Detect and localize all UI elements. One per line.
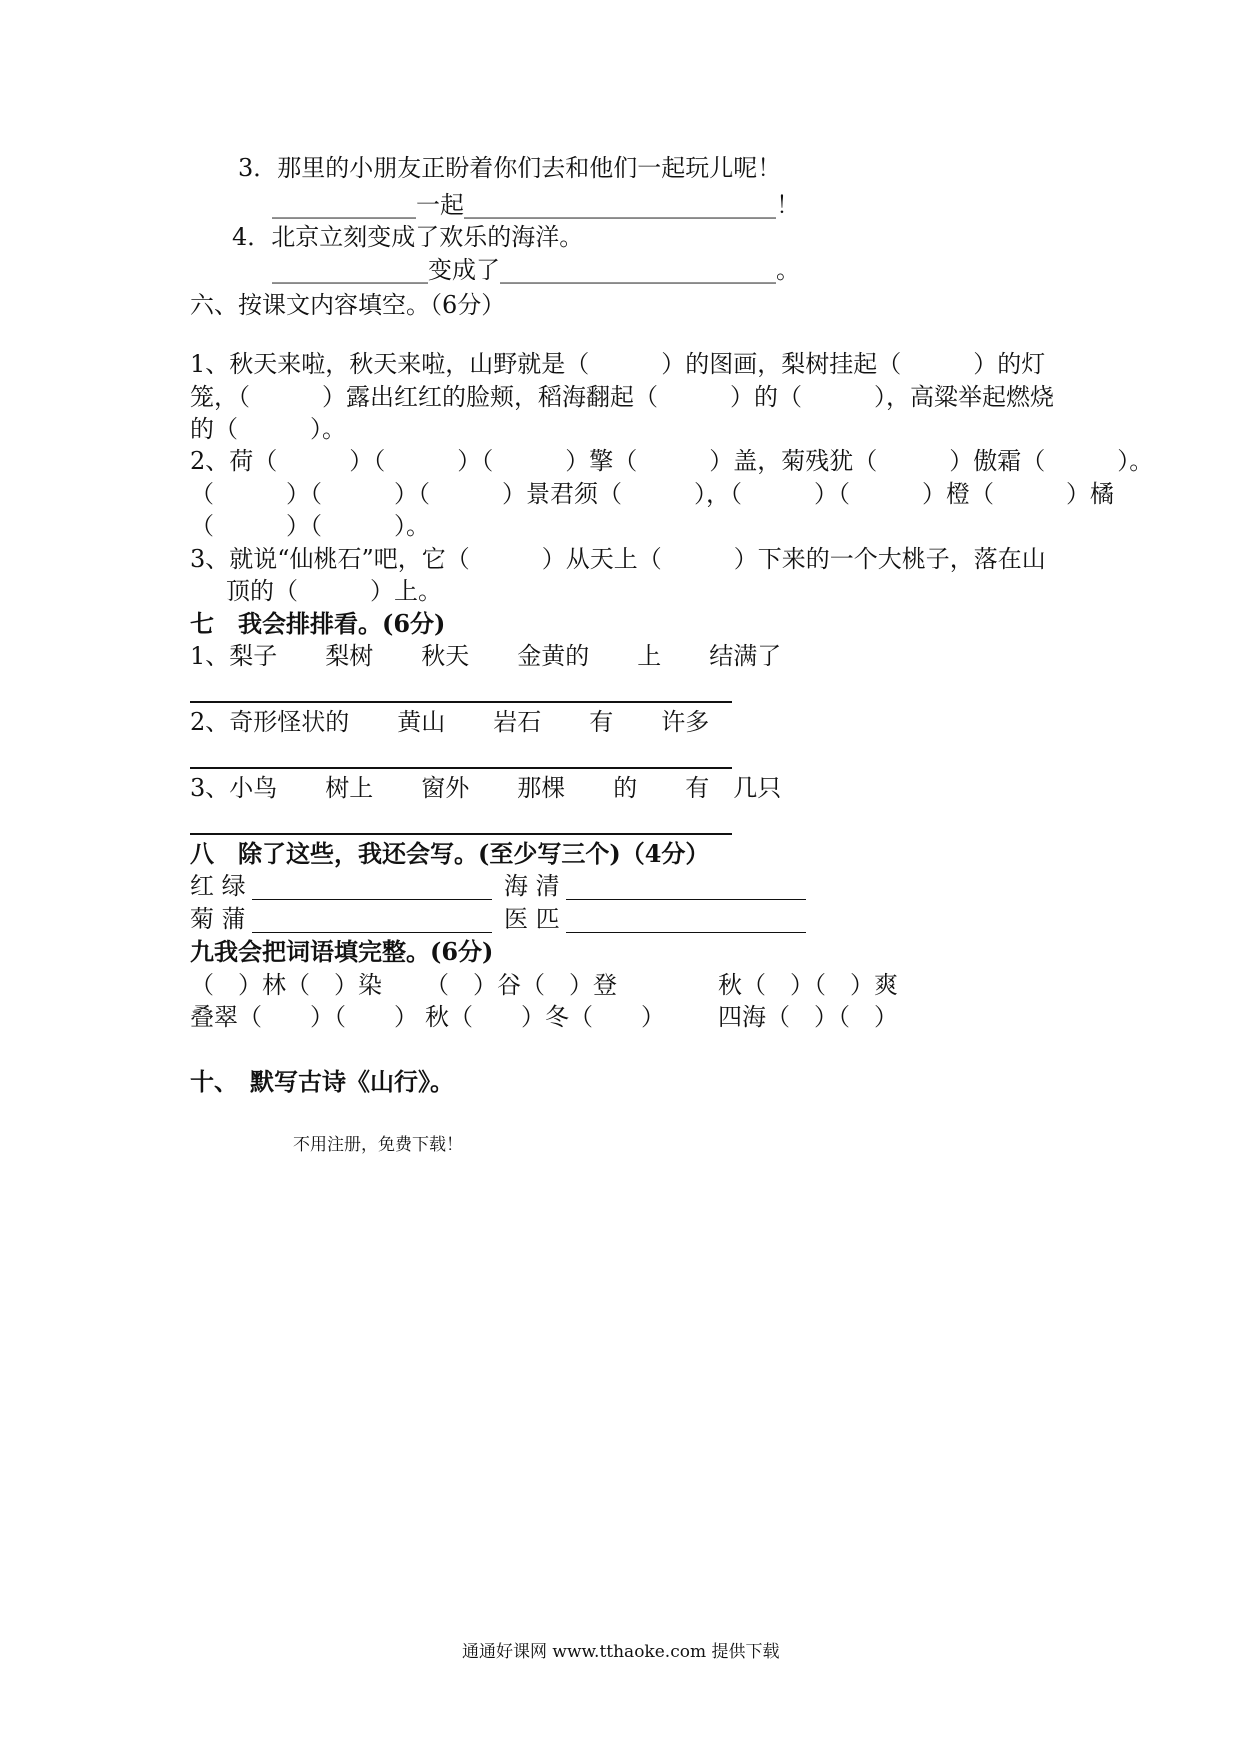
section8-heading: 八 除了这些，我还会写。(至少写三个)（4分）	[190, 839, 710, 868]
section9-row2-c: 四海（ ）（ ）	[718, 1003, 898, 1031]
section8-row2-left: 菊 蒲	[190, 905, 246, 933]
section6-heading: 六、按课文内容填空。（6分）	[190, 291, 506, 319]
section6-item2-line2: （ ）（ ）（ ）景君须（ ），（ ）（ ）橙（ ）橘	[190, 480, 1114, 508]
section9-row1-a: （ ）林（ ）染	[190, 971, 382, 999]
section6-item1-line2: 笼，（ ）露出红红的脸颊，稻海翻起（ ）的（ ），高粱举起燃烧	[190, 383, 1054, 411]
section7-item1: 1、梨子 梨树 秋天 金黄的 上 结满了	[190, 642, 782, 670]
section7-item2: 2、奇形怪状的 黄山 岩石 有 许多	[190, 708, 710, 736]
answer-line-3	[190, 833, 732, 835]
write-line-r2-right	[566, 932, 806, 933]
answer-line-1	[190, 701, 732, 703]
section6-item1-line3: 的（ ）。	[190, 415, 346, 443]
write-line-r2-left	[252, 932, 492, 933]
section9-row1-b: （ ）谷（ ）登	[425, 971, 617, 999]
section8-row2-right: 医 匹	[504, 905, 560, 933]
q4-sentence: 4．北京立刻变成了欢乐的海洋。	[232, 223, 584, 251]
section8-row1-right: 海 清	[504, 872, 560, 900]
section9-row2-b: 秋（ ）冬（ ）	[425, 1003, 665, 1031]
answer-line-2	[190, 767, 732, 769]
q4-pattern: _____________变成了_______________________。	[272, 256, 800, 284]
page-footer: 通通好课网 www.tthaoke.com 提供下载	[462, 1642, 780, 1662]
section7-heading: 七 我会排排看。(6分)	[190, 609, 446, 638]
section6-item3-line1: 3、就说“仙桃石”吧，它（ ）从天上（ ）下来的一个大桃子，落在山	[190, 545, 1046, 573]
write-line-r1-left	[252, 899, 492, 900]
section6-item2-line1: 2、荷（ ）（ ）（ ）擎（ ）盖，菊残犹（ ）傲霜（ ）。	[190, 447, 1154, 475]
section6-item2-line3: （ ）（ ）。	[190, 512, 430, 540]
q3-sentence: 3．那里的小朋友正盼着你们去和他们一起玩儿呢！	[238, 154, 782, 182]
write-line-r1-right	[566, 899, 806, 900]
section8-row1-left: 红 绿	[190, 872, 246, 900]
section9-row2-a: 叠翠（ ）（ ）	[190, 1003, 418, 1031]
section9-row1-c: 秋（ ）（ ）爽	[718, 971, 898, 999]
q3-pattern: ____________一起__________________________！	[272, 191, 800, 219]
section7-item3: 3、小鸟 树上 窗外 那棵 的 有 几只	[190, 774, 782, 802]
section9-heading: 九我会把词语填完整。(6分)	[190, 937, 494, 966]
section6-item1-line1: 1、秋天来啦，秋天来啦，山野就是（ ）的图画，梨树挂起（ ）的灯	[190, 350, 1046, 378]
download-note: 不用注册，免费下载！	[293, 1135, 463, 1155]
section10-heading: 十、 默写古诗《山行》。	[190, 1067, 454, 1096]
section6-item3-line2: 顶的（ ）上。	[226, 577, 442, 605]
